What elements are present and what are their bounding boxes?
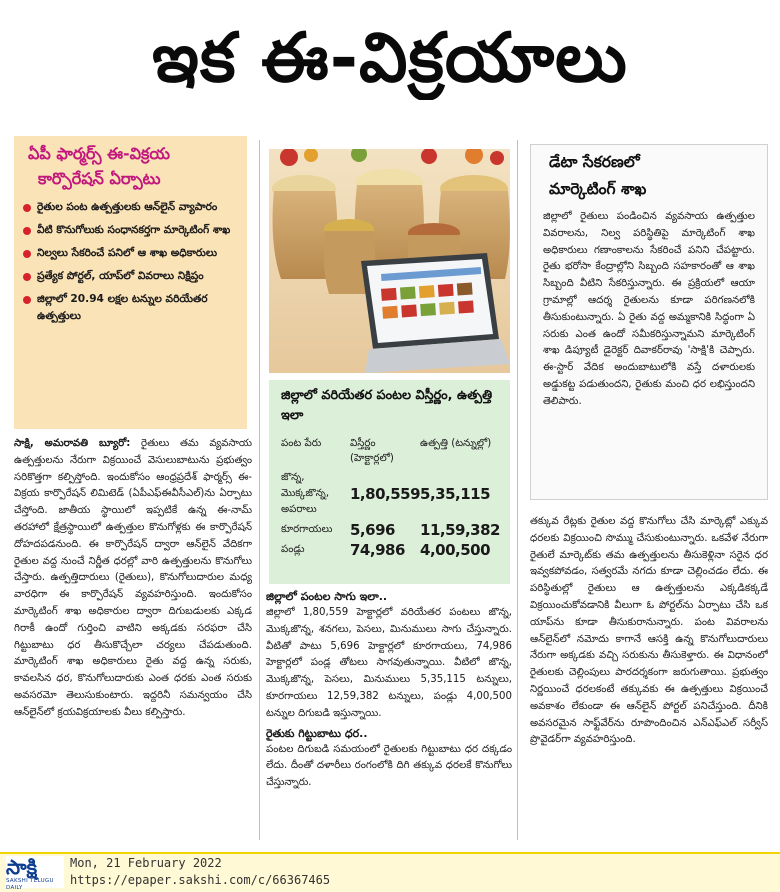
crop-area: 74,986 [350,541,405,559]
sakshi-logo [6,855,64,891]
list-item: ప్రత్యేక పోర్టల్, యాప్‌లో వివరాలు నిక్షిప్తం [22,268,239,285]
epaper-link[interactable]: https://epaper.sakshi.com/c/66367465 [70,873,331,887]
side-box-title-line2: మార్కెటింగ్ శాఖ [549,180,647,198]
fair-price-heading: రైతుకు గిట్టుబాటు ధర.. [266,726,368,740]
data-collection-box [530,144,768,500]
column-header-crop: పంట పేరు [281,438,322,449]
column-header-output: ఉత్పత్తి (టన్నుల్లో) [420,438,492,449]
side-box-text: జిల్లాలో రైతులు పండించిన వ్యవసాయ ఉత్పత్తుల వివరాలను, నిల్వ పరిస్థితిపై మార్కెటింగ్ శాఖ అధికారులు గణాంకాలను సేకరించే పనిని చేపట్టారు. రైతు భరోసా కేంద్రాల్లోని సిబ్బంది సహకారంతో ఆ శాఖ సిబ్బంది వీటిని సేకరిస్తున్నారు. ఈ ప్రక్రియలో ఆయా గ్రామాల్లో ఆదర్శ రైతులను కూడా పరిగణనలోకి తీసుకుంటున్నారు. ఏ రైతు వద్ద అమ్మకానికి సిద్ధంగా ఏ సరుకు ఎంత ఉందో సమీకరిస్తున్నామని మార్కెటింగ్ శాఖ డిప్యూటీ డైరెక్టర్ దివాకర్‌రావు 'సాక్షి'కి చెప్పారు. ఈ-స్టార్ వేదిక అందుబాటులోకి వస్తే దళారులకు అడ్డుకట్ట పడుతుందని, రైతుకు మంచి ధర లభిస్తుందని తెలిపారు. [543,211,755,407]
highlights-list [22,199,239,325]
crop-output: 11,59,382 [420,521,500,539]
column-divider [517,140,518,840]
crop-name: కూరగాయలు [281,524,333,535]
table-header-row [281,434,500,468]
dateline: సాక్షి, అమరావతి బ్యూరో: [14,438,131,449]
crop-name: పండ్లు [281,544,305,555]
highlights-title-line1: ఏపీ ఫార్మర్స్ ఈ-విక్రయ [28,144,170,163]
crop-area: 1,80,559 [350,485,421,503]
highlights-box [14,136,247,429]
crop-name: జొన్న, మొక్కజొన్న, అపరాలు [281,472,330,515]
cultivation-section [266,588,512,840]
publish-date: Mon, 21 February 2022 [70,856,222,870]
list-item: జిల్లాలో 20.94 లక్షల టన్నుల వరియేతర ఉత్పత్తులు [22,291,239,325]
headline: ఇక ఈ-విక్రయాలు [152,19,628,98]
logo-subtitle: SAKSHI TELUGU DAILY [6,878,54,891]
column-header-area: విస్తీర్ణం (హెక్టార్లలో) [350,438,394,464]
fair-price-text: పంటల దిగుబడి సమయంలో రైతులకు గిట్టుబాటు ధర దక్కడం లేదు. దీంతో దళారీలు రంగంలోకి దిగి తక్కువ ధరలకే కొనుగోలు చేస్తున్నారు. [266,743,512,789]
main-article [14,436,252,840]
grain-market-laptop-image [269,149,510,373]
crop-output: 5,35,115 [420,485,491,503]
right-column-text: తక్కువ రేట్లకు రైతుల వద్ద కొనుగోలు చేసి మార్కెట్లో ఎక్కువ ధరలకు విక్రయించి సొమ్ము చేసుకుంటున్నారు. ఒకవేళ నేరుగా రైతులే మార్కెట్‌కు తమ ఉత్పత్తులను తీసుకెళ్లినా సరైన ధర ఇవ్వకపోవడం, సత్వరమే నగదు కూడా చెల్లించడం లేదు. ఈ పరిస్థితుల్లో రైతులు ఆ ఉత్పత్తులను ఎక్కడికక్కడే విక్రయించుకోవడానికి వీలుగా ఓ పోర్టల్‌ను ఏర్పాటు చేసి ఒక యాప్‌ను కూడా తీసుకురానున్నారు. పంట వివరాలను ఆన్‌లైన్‌లో నమోదు కాగానే ఆసక్తి ఉన్న కొనుగోలుదారులు నేరుగా అక్కడకు వచ్చి సరుకును తీసుకెళ్తారు. ఈ విధానంలో రైతులకు చెల్లింపులు పారదర్శకంగా జరుగుతాయి. ప్రభుత్వం నిర్ణయించే ధరలకంటే తక్కువకు ఈ ఉత్పత్తులు విక్రయించే అవకాశం లేకుండా ఈ ఆన్‌లైన్ పోర్టల్ పనిచేస్తుంది. దీనికి అవసరమైన సాఫ్ట్‌వేర్‌ను రూపొందించిన ఎన్ఎఫ్ఎల్ సర్వీస్ ప్రొవైడర్‌గా వ్యవహరిస్తుంది. [530,516,768,746]
main-article-text: రైతులు తమ వ్యవసాయ ఉత్పత్తులను నేరుగా విక్రయించే వెసులుబాటును ప్రభుత్వం సరికొత్తగా కల్పిస్తోంది. ఇందుకోసం ఆంధ్రప్రదేశ్ ఫార్మర్స్ ఈ-విక్రయ కార్పొరేషన్ లిమిటెడ్ (ఏపీఎఫ్ఈవీసీఎల్)ను ఏర్పాటు చేస్తోంది. జాతీయ స్థాయిలో ఇప్పటికే ఉన్న ఈ-నామ్ తరహాలో క్షేత్రస్థాయిలో ఉత్పత్తుల కొనుగోళ్లకు ఈ కార్పొరేషన్ దోహదపడనుంది. ఈ కార్పొరేషన్ ద్వారా ఆన్‌లైన్ వేదికగా రైతుల వద్ద నుంచే నిర్ణీత ధరల్లో వారి ఉత్పత్తులను కొనుగోలు చేస్తారు. ఉత్పత్తిదారులు (రైతులు), కొనుగోలుదారుల మధ్య వారధిగా ఈ కార్పొరేషన్ వ్యవహరిస్తుంది. ఇందుకోసం మార్కెటింగ్ శాఖ అధికారుల ద్వారా దిగుబడులకు ఎక్కడ గిరాకీ ఉందో గుర్తించి వాటిని అక్కడకు సరఫరా చేసి గిట్టుబాటు ధర తీసుకొచ్చేలా చర్యలు చేపడుతుంది. మార్కెటింగ్ శాఖ అధికారులు రైతు వద్ద ఉన్న సరుకు, కావలసిన ధర, కొనుగోలుదారుకు ఎంత ధరకు ఎంత సరుకు అవసరమో తెలుసుకుంటారు. ఇద్దరినీ సమన్వయం చేసి ఆన్‌లైన్‌లో క్రయవిక్రయాలకు వీలు కల్పిస్తారు. [14,438,252,718]
cultivation-text: జిల్లాలో 1,80,559 హెక్టార్లలో వరియేతర పంటలు జొన్న, మొక్కజొన్న, శనగలు, పెసలు, మినుములు సాగు చేస్తున్నారు. వీటితో పాటు 5,696 హెక్టార్లలో కూరగాయలు, 74,986 హెక్టార్లలో పండ్ల తోటలు సాగవుతున్నాయి. వీటిలో జొన్న, మొక్కజొన్న, పెసలు, మినుములు 5,35,115 టన్నులు, కూరగాయలు 12,59,382 టన్నులు, పండ్లు 4,00,500 టన్నుల దిగుబడి ఇస్తున్నాయి. [266,607,512,719]
crop-table [281,434,500,560]
table-row [281,468,500,520]
news-photo [269,149,510,373]
side-box-title-line1: డేటా సేకరణలో [549,153,640,171]
highlights-title-line2: కార్పొరేషన్ ఏర్పాటు [38,169,161,188]
logo-wordmark: సాక్షి [6,855,38,879]
list-item: రైతుల పంట ఉత్పత్తులకు ఆన్‌లైన్ వ్యాపారం [22,199,239,216]
table-row [281,540,500,560]
cultivation-heading: జిల్లాలో పంటల సాగు ఇలా.. [266,590,388,603]
list-item: వీటి కొనుగోలుకు సంధానకర్తగా మార్కెటింగ్ శాఖ [22,222,239,239]
table-row [281,520,500,540]
table-title: జిల్లాలో వరియేతర పంటల విస్తీర్ణం, ఉత్పత్తి ఇలా [281,388,493,423]
crop-output: 4,00,500 [420,541,491,559]
list-item: నిల్వలు సేకరించే పనిలో ఆ శాఖ అధికారులు [22,245,239,262]
column-divider [259,140,260,840]
crop-statistics-table [269,380,510,584]
crop-area: 5,696 [350,521,395,539]
